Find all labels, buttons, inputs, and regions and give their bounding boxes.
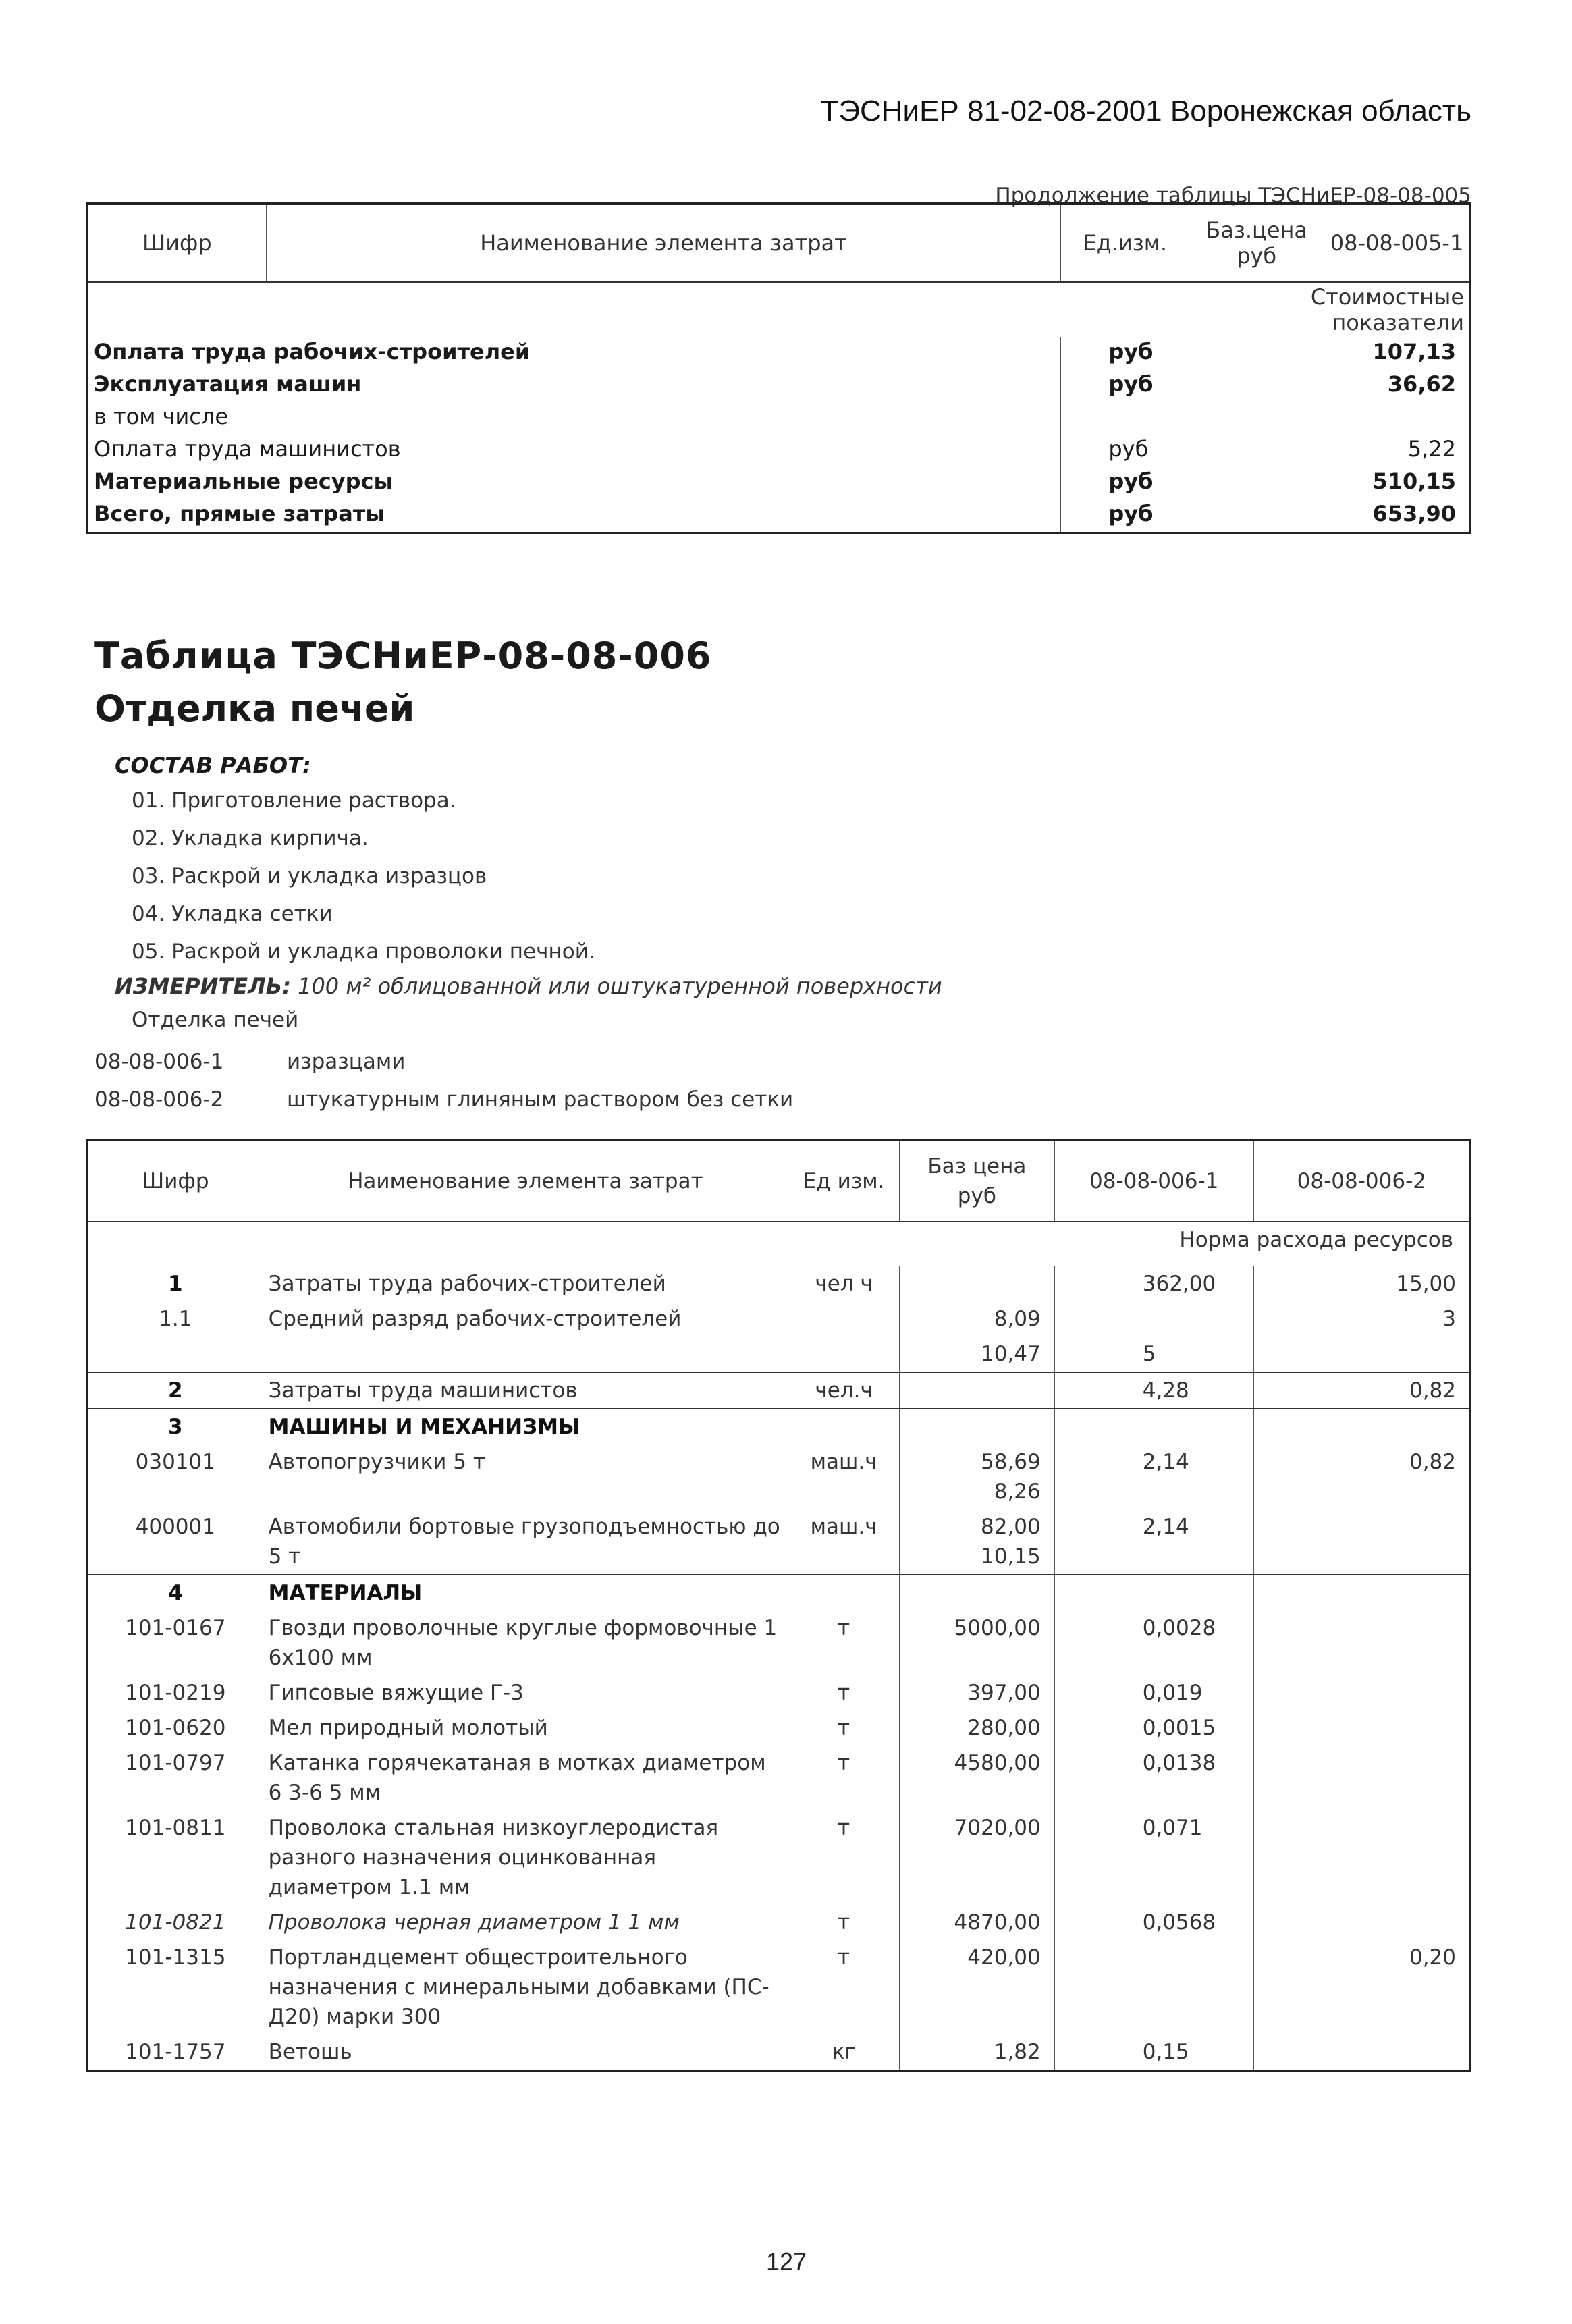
table2-row-name: Мел природный молотый	[263, 1710, 788, 1746]
table1-subheader-row	[88, 282, 1471, 337]
table2-row-price: 8,09	[900, 1301, 1055, 1336]
table2-row-price: 4870,00	[900, 1905, 1055, 1940]
table1-col-unit: Ед.изм.	[1061, 204, 1189, 283]
table1-row-value: 107,13	[1372, 339, 1456, 364]
meter-text: 100 м² облицованной или оштукатуренной поверхности	[298, 973, 942, 999]
works-item: 05. Раскрой и укладка проволоки печной.	[132, 940, 595, 964]
table2-header-row	[88, 1141, 1471, 1222]
continuation-caption: Продолжение таблицы ТЭСНиЕР-08-08-005	[995, 184, 1471, 208]
table1-col-code: Шифр	[88, 204, 267, 283]
table1-row-unit	[1061, 402, 1189, 435]
table2-row-code: 101-0811	[88, 1810, 263, 1905]
table2-row	[88, 1575, 1471, 1611]
table2-row-unit: кг	[788, 2034, 900, 2071]
table2-row-code: 101-1315	[88, 1940, 263, 2034]
section-subtitle: Отделка печей	[94, 687, 415, 730]
table2-row	[88, 1611, 1471, 1675]
table2-row-norm-2	[1253, 1905, 1470, 1940]
works-item: 03. Раскрой и укладка изразцов	[132, 864, 487, 888]
table2-row-price	[900, 1372, 1055, 1409]
table2-row-norm-1: 0,15	[1054, 2034, 1253, 2071]
table2-row	[88, 1266, 1471, 1302]
table1-row-price	[1189, 337, 1324, 371]
table1-body	[88, 337, 1471, 533]
table2-row-unit: т	[788, 1611, 900, 1675]
table2-row-unit: чел ч	[788, 1266, 900, 1302]
table2-row-code: 400001	[88, 1509, 263, 1575]
code-item-code: 08-08-006-2	[94, 1087, 224, 1112]
table1-col-price: Баз.цена руб	[1189, 204, 1324, 283]
cost-table-08-08-005	[86, 202, 1471, 534]
table2-row-code: 101-0219	[88, 1675, 263, 1710]
table2-row	[88, 1810, 1471, 1905]
table2-row	[88, 2034, 1471, 2071]
table2-row-norm-2: 0,82	[1253, 1372, 1470, 1409]
table2-row-name: Затраты труда рабочих-строителей	[263, 1266, 788, 1302]
table2-row-name: Гипсовые вяжущие Г-3	[263, 1675, 788, 1710]
works-item: 04. Укладка сетки	[132, 902, 333, 926]
table2-row-unit: маш.ч	[788, 1444, 900, 1509]
table2-row	[88, 1905, 1471, 1940]
table1-row-price	[1189, 402, 1324, 435]
table2-row-price: 82,00 10,15	[900, 1509, 1055, 1575]
page-number: 127	[765, 2248, 807, 2275]
table2-row-norm-2	[1253, 1675, 1470, 1710]
table1-row-price	[1189, 435, 1324, 467]
table2-row-name: Затраты труда машинистов	[263, 1372, 788, 1409]
codes-list	[94, 1043, 793, 1118]
table2-row	[88, 1675, 1471, 1710]
code-item-desc: изразцами	[287, 1050, 406, 1074]
table1-col-name: Наименование элемента затрат	[266, 204, 1061, 283]
table2-row-norm-1	[1054, 1575, 1253, 1611]
table2-row-name: Катанка горячекатаная в мотках диаметром 6 3-6 5 мм	[263, 1746, 788, 1810]
table2-row-norm-1	[1054, 1409, 1253, 1444]
table2-row-norm-2: 15,00	[1396, 1272, 1456, 1296]
table2-row-price: 397,00	[900, 1675, 1055, 1710]
table2-row-unit: чел.ч	[788, 1372, 900, 1409]
table2-row-norm-2	[1253, 1710, 1470, 1746]
table2-row-code: 101-0821	[88, 1905, 263, 1940]
table2-row-code: 1.1	[88, 1301, 263, 1336]
resource-table-08-08-006	[86, 1139, 1471, 2072]
works-item: 02. Укладка кирпича.	[132, 826, 369, 850]
code-item	[94, 1043, 793, 1081]
table2-row-price	[900, 1575, 1055, 1611]
table2-row-unit	[788, 1301, 900, 1336]
table2-row-name: Гвозди проволочные круглые формовочные 1 6х100 мм	[263, 1611, 788, 1675]
table2-row-norm-2	[1253, 1810, 1470, 1905]
table2-row-price: 1,82	[900, 2034, 1055, 2071]
table1-row-unit: руб	[1061, 337, 1189, 371]
table2-row	[88, 1336, 1471, 1372]
table1-row-price	[1189, 499, 1324, 533]
code-item	[94, 1081, 793, 1118]
table2-row-code: 101-0167	[88, 1611, 263, 1675]
table1-row-name: в том числе	[88, 402, 1061, 435]
table2-row-price	[900, 1266, 1055, 1302]
table2-row	[88, 1409, 1471, 1444]
table2-row-norm-1: 362,00	[1054, 1266, 1253, 1302]
table2-row-code: 101-0620	[88, 1710, 263, 1746]
table2-body	[88, 1266, 1471, 2071]
table2-row-norm-2: 0,20	[1409, 1945, 1456, 1970]
table2-row-price: 5000,00	[900, 1611, 1055, 1675]
table2-row-norm-1: 2,14	[1054, 1509, 1253, 1575]
table2-col-code: Шифр	[88, 1141, 263, 1222]
table2-col-unit: Ед изм.	[788, 1141, 900, 1222]
table2-row-price: 10,47	[900, 1336, 1055, 1372]
table2-col-2: 08-08-006-2	[1253, 1141, 1470, 1222]
table1-row-name: Материальные ресурсы	[88, 467, 1061, 499]
table2-row-name: Проволока стальная низкоуглеродистая разного назначения оцинкованная диаметром 1.1 мм	[263, 1810, 788, 1905]
table2-row-name: МАТЕРИАЛЫ	[263, 1575, 788, 1611]
table2-row	[88, 1301, 1471, 1336]
table2-row-code: 030101	[88, 1444, 263, 1509]
table2-row-norm-2	[1253, 1409, 1470, 1444]
table2-row-code: 101-0797	[88, 1746, 263, 1810]
table1-row-name: Оплата труда машинистов	[88, 435, 1061, 467]
table2-row-norm-1: 0,071	[1054, 1810, 1253, 1905]
table2-row-norm-1: 0,0568	[1054, 1905, 1253, 1940]
works-list	[132, 782, 595, 971]
table2-row-name: Портландцемент общестроительного назначения с минеральными добавками (ПС-Д20) марки 300	[263, 1940, 788, 2034]
table2-row-code: 4	[88, 1575, 263, 1611]
table2-row-norm-2: 0,82	[1409, 1450, 1456, 1474]
table1-row-unit: руб	[1061, 499, 1189, 533]
table1-row	[88, 370, 1471, 402]
table2-row-norm-2	[1253, 1611, 1470, 1675]
table2-row-code: 2	[88, 1372, 263, 1409]
table1-row-price	[1189, 370, 1324, 402]
table2-row-name: Средний разряд рабочих-строителей	[263, 1301, 788, 1336]
table2-row-price: 420,00	[900, 1940, 1055, 2034]
table2-row-price: 58,69 8,26	[900, 1444, 1055, 1509]
table1-row-value: 5,22	[1407, 436, 1456, 462]
group-name: Отделка печей	[132, 1008, 299, 1032]
table2-row-code: 101-1757	[88, 2034, 263, 2071]
table2-row-norm-1: 4,28	[1054, 1372, 1253, 1409]
table2-col-1: 08-08-006-1	[1054, 1141, 1253, 1222]
table1-row-unit: руб	[1061, 467, 1189, 499]
section-title: Таблица ТЭСНиЕР-08-08-006	[94, 634, 712, 677]
code-item-desc: штукатурным глиняным раствором без сетки	[287, 1087, 794, 1112]
table2-row-norm-1: 0,019	[1054, 1675, 1253, 1710]
table2-row-unit	[788, 1336, 900, 1372]
page-header-title: ТЭСНиЕР 81-02-08-2001 Воронежская область	[820, 94, 1471, 128]
table2-subheader-row	[88, 1222, 1471, 1266]
table2-row-unit	[788, 1575, 900, 1611]
table1-row-name: Всего, прямые затраты	[88, 499, 1061, 533]
table1-row	[88, 402, 1471, 435]
table2-row	[88, 1940, 1471, 2034]
table2-row	[88, 1372, 1471, 1409]
table1-row	[88, 499, 1471, 533]
code-item-code: 08-08-006-1	[94, 1050, 224, 1074]
table2-col-price: Баз цена руб	[900, 1141, 1055, 1222]
table2-row-name: Автопогрузчики 5 т	[263, 1444, 788, 1509]
table1-row-name: Эксплуатация машин	[88, 370, 1061, 402]
table2-row-unit: т	[788, 1746, 900, 1810]
table2-row	[88, 1444, 1471, 1509]
table2-row-norm-1: 0,0028	[1054, 1611, 1253, 1675]
table2-row-norm-1	[1054, 1940, 1253, 2034]
table2-row-norm-2	[1253, 1746, 1470, 1810]
table2-row-norm-1: 0,0138	[1054, 1746, 1253, 1810]
table1-row-value	[1324, 402, 1471, 435]
table2-row-norm-2	[1253, 2034, 1470, 2071]
table2-row-code: 3	[88, 1409, 263, 1444]
table2-row-unit: т	[788, 1675, 900, 1710]
works-item: 01. Приготовление раствора.	[132, 788, 456, 813]
table2-row-code	[88, 1336, 263, 1372]
table2-row-price: 4580,00	[900, 1746, 1055, 1810]
table1-row-value: 653,90	[1372, 501, 1456, 526]
table1-col-value: 08-08-005-1	[1324, 204, 1471, 283]
table1-row-value: 36,62	[1387, 371, 1456, 397]
meter-label: ИЗМЕРИТЕЛЬ:	[115, 973, 291, 999]
table2-row-name: Автомобили бортовые грузоподъемностью до 5 т	[263, 1509, 788, 1575]
table1-row	[88, 337, 1471, 371]
table1-row-name: Оплата труда рабочих-строителей	[88, 337, 1061, 371]
table1-row-price	[1189, 467, 1324, 499]
table2-row-price: 7020,00	[900, 1810, 1055, 1905]
table2-row-unit: т	[788, 1940, 900, 2034]
table2-row-norm-1: 2,14	[1054, 1444, 1253, 1509]
table2-row-code: 1	[88, 1266, 263, 1302]
table1-row	[88, 435, 1471, 467]
table2-row-unit: маш.ч	[788, 1509, 900, 1575]
table2-row-norm-2: 3	[1442, 1307, 1456, 1331]
table2-col-name: Наименование элемента затрат	[263, 1141, 788, 1222]
meter-line	[115, 973, 942, 999]
table1-header-row	[88, 204, 1471, 283]
works-label: СОСТАВ РАБОТ:	[115, 753, 311, 778]
table2-row	[88, 1509, 1471, 1575]
table2-row-unit	[788, 1409, 900, 1444]
table2-row-name: Проволока черная диаметром 1 1 мм	[263, 1905, 788, 1940]
table2-row-name	[263, 1336, 788, 1372]
table2-row-name: МАШИНЫ И МЕХАНИЗМЫ	[263, 1409, 788, 1444]
table2-row-norm-2	[1253, 1509, 1470, 1575]
table2-row-name: Ветошь	[263, 2034, 788, 2071]
table2-row-price	[900, 1409, 1055, 1444]
table2-row-norm-2	[1253, 1336, 1470, 1372]
table1-subheader: Стоимостные показатели	[1189, 282, 1471, 337]
table2-row-norm-1	[1054, 1301, 1253, 1336]
table1-row-unit: руб	[1061, 435, 1189, 467]
table2-subheader: Норма расхода ресурсов	[1054, 1222, 1470, 1266]
table2-row-norm-1: 5	[1054, 1336, 1253, 1372]
table1-row-value: 510,15	[1372, 468, 1456, 494]
table2-row-unit: т	[788, 1810, 900, 1905]
table1-row-unit: руб	[1061, 370, 1189, 402]
table2-row-norm-2	[1253, 1575, 1470, 1611]
table2-row	[88, 1710, 1471, 1746]
table2-row-unit: т	[788, 1905, 900, 1940]
table2-row-norm-1: 0,0015	[1054, 1710, 1253, 1746]
table2-row	[88, 1746, 1471, 1810]
table2-row-price: 280,00	[900, 1710, 1055, 1746]
table1-row	[88, 467, 1471, 499]
table2-row-unit: т	[788, 1710, 900, 1746]
